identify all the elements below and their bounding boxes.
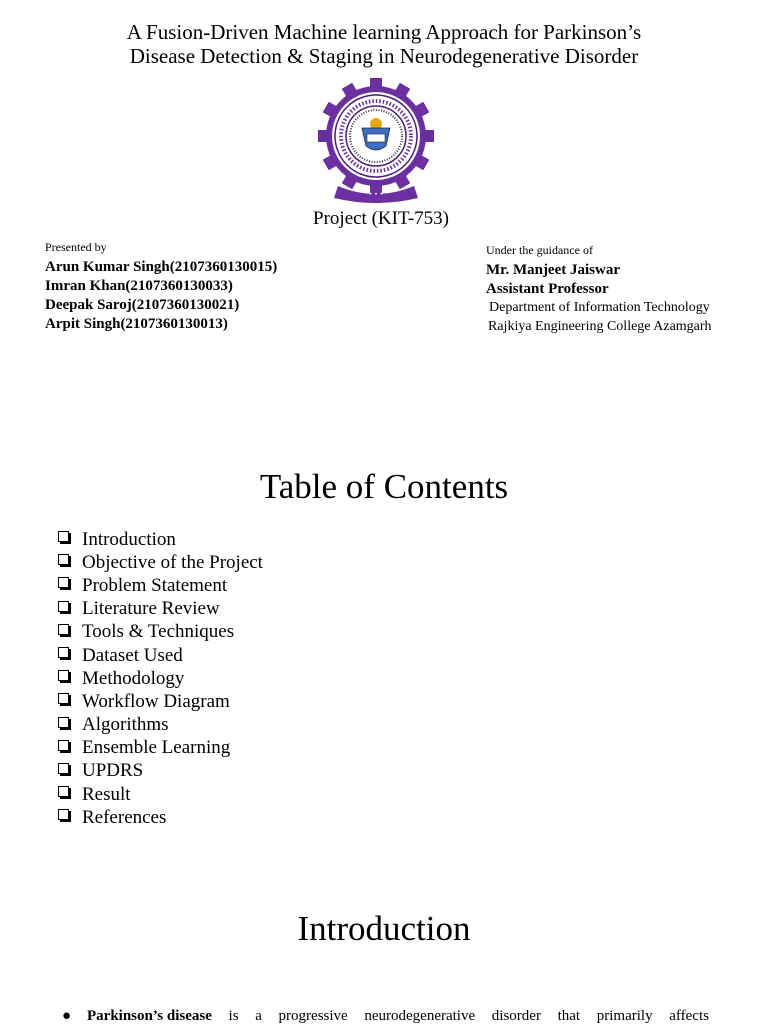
checkbox-bullet-icon <box>58 763 69 774</box>
toc-item <box>58 667 263 690</box>
checkbox-bullet-icon <box>58 670 69 681</box>
bullet-icon: ● <box>62 1008 72 1024</box>
presenter-name: Imran Khan(2107360130033) <box>45 278 233 294</box>
toc-item <box>58 806 263 829</box>
checkbox-bullet-icon <box>58 647 69 658</box>
intro-word: disorder <box>491 1008 541 1024</box>
intro-word: primarily <box>596 1008 653 1024</box>
gear-tooth <box>370 78 382 90</box>
checkbox-bullet-icon <box>58 693 69 704</box>
introduction-paragraph <box>62 1006 709 1026</box>
checkbox-bullet-icon <box>58 624 69 635</box>
presenter-name: Arpit Singh(2107360130013) <box>45 316 228 332</box>
presenters-block <box>45 240 277 334</box>
toc-item <box>58 690 263 713</box>
document-title <box>0 20 768 68</box>
presented-by-label: Presented by <box>45 240 107 254</box>
toc-item-label: Literature Review <box>82 598 220 620</box>
guidance-block <box>486 243 712 336</box>
title-line-2: Disease Detection & Staging in Neurodegenerative Disorder <box>129 44 639 68</box>
presenter-name: Deepak Saroj(2107360130021) <box>45 297 240 313</box>
guide-name: Mr. Manjeet Jaiswar <box>486 262 620 278</box>
toc-item <box>58 598 263 621</box>
intro-word: a <box>255 1008 262 1024</box>
toc-list <box>58 528 263 829</box>
intro-bold-lead: Parkinson’s disease <box>87 1008 212 1024</box>
gear-tooth <box>422 130 434 142</box>
toc-heading: Table of Contents <box>259 467 509 506</box>
toc-item-label: Introduction <box>82 528 176 550</box>
guidance-label: Under the guidance of <box>486 243 593 257</box>
toc-item <box>58 737 263 760</box>
toc-item-label: Objective of the Project <box>82 551 263 573</box>
presenter-list <box>45 258 277 334</box>
logo-motto-text: • • • <box>368 191 384 198</box>
intro-word: progressive <box>278 1008 348 1024</box>
toc-item <box>58 644 263 667</box>
toc-item-label: Methodology <box>82 667 185 689</box>
guide-department: Department of Information Technology <box>489 300 710 315</box>
college-logo <box>318 78 434 204</box>
toc-item <box>58 783 263 806</box>
intro-word: neurodegenerative <box>364 1008 476 1024</box>
svg-text:• • • <box>369 191 383 198</box>
toc-item <box>58 528 263 551</box>
toc-item <box>58 621 263 644</box>
intro-word: that <box>557 1008 581 1024</box>
intro-word: affects <box>669 1008 709 1024</box>
checkbox-bullet-icon <box>58 717 69 728</box>
checkbox-bullet-icon <box>58 809 69 820</box>
introduction-text <box>87 1006 709 1026</box>
guide-designation: Assistant Professor <box>486 281 609 297</box>
introduction-heading: Introduction <box>297 909 471 948</box>
checkbox-bullet-icon <box>58 577 69 588</box>
checkbox-bullet-icon <box>58 554 69 565</box>
toc-item <box>58 574 263 597</box>
toc-item <box>58 714 263 737</box>
toc-item-label: References <box>82 806 167 828</box>
intro-word: is <box>228 1008 239 1024</box>
title-line-1: A Fusion-Driven Machine learning Approach for Parkinson’s <box>126 20 642 44</box>
presenter-name: Arun Kumar Singh(2107360130015) <box>45 259 278 275</box>
toc-item-label: Algorithms <box>82 714 169 736</box>
toc-item-label: Ensemble Learning <box>82 737 231 759</box>
toc-item-label: Workflow Diagram <box>82 690 230 712</box>
checkbox-bullet-icon <box>58 601 69 612</box>
project-code: Project (KIT-753) <box>313 208 449 229</box>
toc-item-label: Result <box>82 783 131 805</box>
checkbox-bullet-icon <box>58 786 69 797</box>
checkbox-bullet-icon <box>58 531 69 542</box>
gear-tooth <box>318 130 330 142</box>
toc-item-label: Tools & Techniques <box>82 621 235 643</box>
toc-item-label: Problem Statement <box>82 574 228 596</box>
toc-item-label: Dataset Used <box>82 644 183 666</box>
checkbox-bullet-icon <box>58 740 69 751</box>
toc-item <box>58 551 263 574</box>
guide-college: Rajkiya Engineering College Azamgarh <box>488 318 712 334</box>
toc-item <box>58 760 263 783</box>
toc-item-label: UPDRS <box>82 760 144 782</box>
